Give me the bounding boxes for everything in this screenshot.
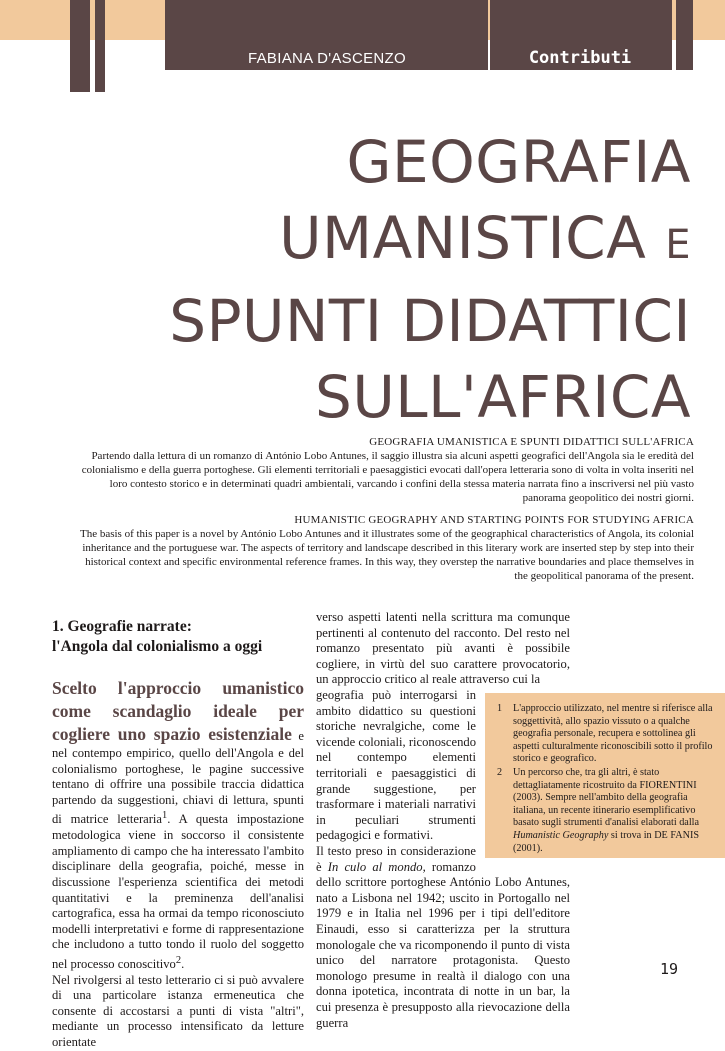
body-right-paragraph-2-text: romanzo dello scrittore portoghese António Lobo Antunes, nato a Lisbona nel 1942; uscito in Portogallo nel 1979 e in Italia nel 1996 per i tipi dell'editore Einaudi, esso si caratterizza per la struttura monologale che va ricomponendo il punto di vista unico del narratore protagonista. Questo monologo presume in realtà il dialogo con una donna ipotetica, incontrata di notte in un bar, la cui presenza è presupposto alla rievocazione della guerra <box>316 859 570 1030</box>
title-line-2-main: UMANISTICA <box>279 204 647 272</box>
body-right-narrow-text: geografia può interrogarsi in ambito didattico su questioni storiche nevralgiche, come le vicende coloniali, riconoscendo nel contempo elementi territoriali e paesaggistici di grande suggestione, per trasformare i materiali narrativi in peculiari strumenti pedagogici e formativi. <box>316 687 476 843</box>
title-line-2 <box>31 200 691 283</box>
abstract-english <box>70 513 694 583</box>
title-line-4: SULL'AFRICA <box>315 363 691 431</box>
footnote-1-number: 1 <box>497 703 503 714</box>
abstract-english-text: The basis of this paper is a novel by António Lobo Antunes and it illustrates some of the geographical characteristics of Angola, its colonial inheritance and the portuguese war. The aspects of territory and landscape described in this literary work are inserted step by step into their historical context and specific environmental reference frames. In this way, they overstep the narrative boundaries and place themselves in the geopolitical panorama of the present. <box>79 528 694 582</box>
header-stripe-left-2 <box>95 0 105 92</box>
header-stripe-right <box>676 0 693 70</box>
lead-in: Scelto l'approccio umanistico come scandaglio ideale per cogliere uno spazio esistenziale <box>52 678 304 744</box>
body-right-paragraph-1-full: verso aspetti latenti nella scrittura ma comunque pertinenti al contenuto del racconto. Del resto nel romanzo presentato più avanti è possibile cogliere, in virtù del suo carattere provocatorio, un approccio critico al reale attraverso cui la <box>316 610 570 687</box>
footnote-2-italic: Humanistic Geography <box>513 829 609 841</box>
body-column-right-lower <box>316 844 570 1031</box>
footnote-2-text-a: Un percorso che, tra gli altri, è stato dettagliatamente ricostruito da FIORENTINI (2003). Sempre nell'ambito della geografia italiana, un recente itinerario esemplificativo basato sugli strumenti d'analisi elaborati dalla <box>513 766 700 829</box>
header-stripe-left-1 <box>70 0 90 92</box>
footnote-2-text <box>513 767 713 855</box>
title-line-1: GEOGRAFIA <box>346 128 691 196</box>
abstract-italian <box>70 435 694 505</box>
page-number: 19 <box>660 960 679 978</box>
abstract-italian-heading: GEOGRAFIA UMANISTICA E SPUNTI DIDATTICI SULL'AFRICA <box>369 436 694 448</box>
footnote-2-number: 2 <box>497 766 503 778</box>
body-paragraph-1 <box>52 677 304 973</box>
header-author: FABIANA D'ASCENZO <box>247 50 406 67</box>
novel-title: In culo al mondo, <box>327 859 426 874</box>
body-right-paragraph-2 <box>316 844 570 1031</box>
abstract-italian-text: Partendo dalla lettura di un romanzo di António Lobo Antunes, il saggio illustra sia alcuni aspetti geografici dell'Angola sia le eredità del colonialismo e della guerra portoghese. Gli elementi territoriali e paesaggistici evocati dall'opera letteraria sono di volta in volta inseriti nel loro contesto storico e in determinati quadri ambientali, varcando i confini della stessa materia narrata fino a inscriversi nel più vasto panorama geopolitico dei nostri giorni. <box>81 450 694 504</box>
footnotes-box <box>485 693 725 858</box>
section-heading-subtitle: l'Angola dal colonialismo a oggi <box>52 638 263 655</box>
title-line-3: SPUNTI DIDATTICI <box>169 287 691 355</box>
section-heading-number-title: 1. Geografie narrate: <box>52 618 192 635</box>
body-right-paragraph-2-intro: Il testo preso in considerazione è <box>316 844 476 874</box>
body-paragraph-2: Nel rivolgersi al testo letterario ci si può avvalere di una particolare istanza ermeneutica che consente di accostarsi a punti di vista "altri", mediante un processo intensificato da letture orientate <box>52 972 304 1050</box>
section-heading <box>52 617 304 657</box>
footnote-ref-1[interactable]: 1 <box>162 810 168 822</box>
footnote-1 <box>497 703 713 766</box>
footnote-2 <box>497 767 713 855</box>
body-paragraph-1-part-a: e nel contempo empirico, quello dell'Angola e del colonialismo portoghese, le pagine successive tentano di offrire una possibile traccia didattica partendo da suggestioni, chiavi di lettura, spunti di matrice letteraria <box>52 729 304 827</box>
body-paragraph-1-part-b: . A questa impostazione metodologica viene in soccorso il consistente ampliamento di campo che ha interessato l'ambito disciplinare della geografia, poiché, messe in discussione l'esperienza scientifica dei metodi quantitativi e la preminenza dell'analisi cartografica, essa ha ormai da tempo riconosciuto modelli interpretativi e forme di rappresentazione che includono a tutto tondo il ruolo del soggetto nel processo conoscitivo <box>52 812 305 972</box>
body-column-left <box>52 617 304 1051</box>
header-section-label: Contributi <box>528 48 632 68</box>
footnote-1-text: L'approccio utilizzato, nel mentre si riferisce alla soggettività, allo spazio vissuto o a qualche geografia personale, recupera e sottolinea gli aspetti culturalmente riconoscibili sotto il profilo storico e geografico. <box>513 703 713 765</box>
abstract-english-heading: HUMANISTIC GEOGRAPHY AND STARTING POINTS FOR STUDYING AFRICA <box>294 514 694 526</box>
body-paragraph-1-part-c: . <box>181 957 185 972</box>
footnote-ref-2[interactable]: 2 <box>175 954 182 966</box>
article-title <box>31 124 691 435</box>
title-line-2-small: E <box>665 222 691 268</box>
footnote-2-text-b: si trova in DE FANIS (2001). <box>513 829 700 854</box>
